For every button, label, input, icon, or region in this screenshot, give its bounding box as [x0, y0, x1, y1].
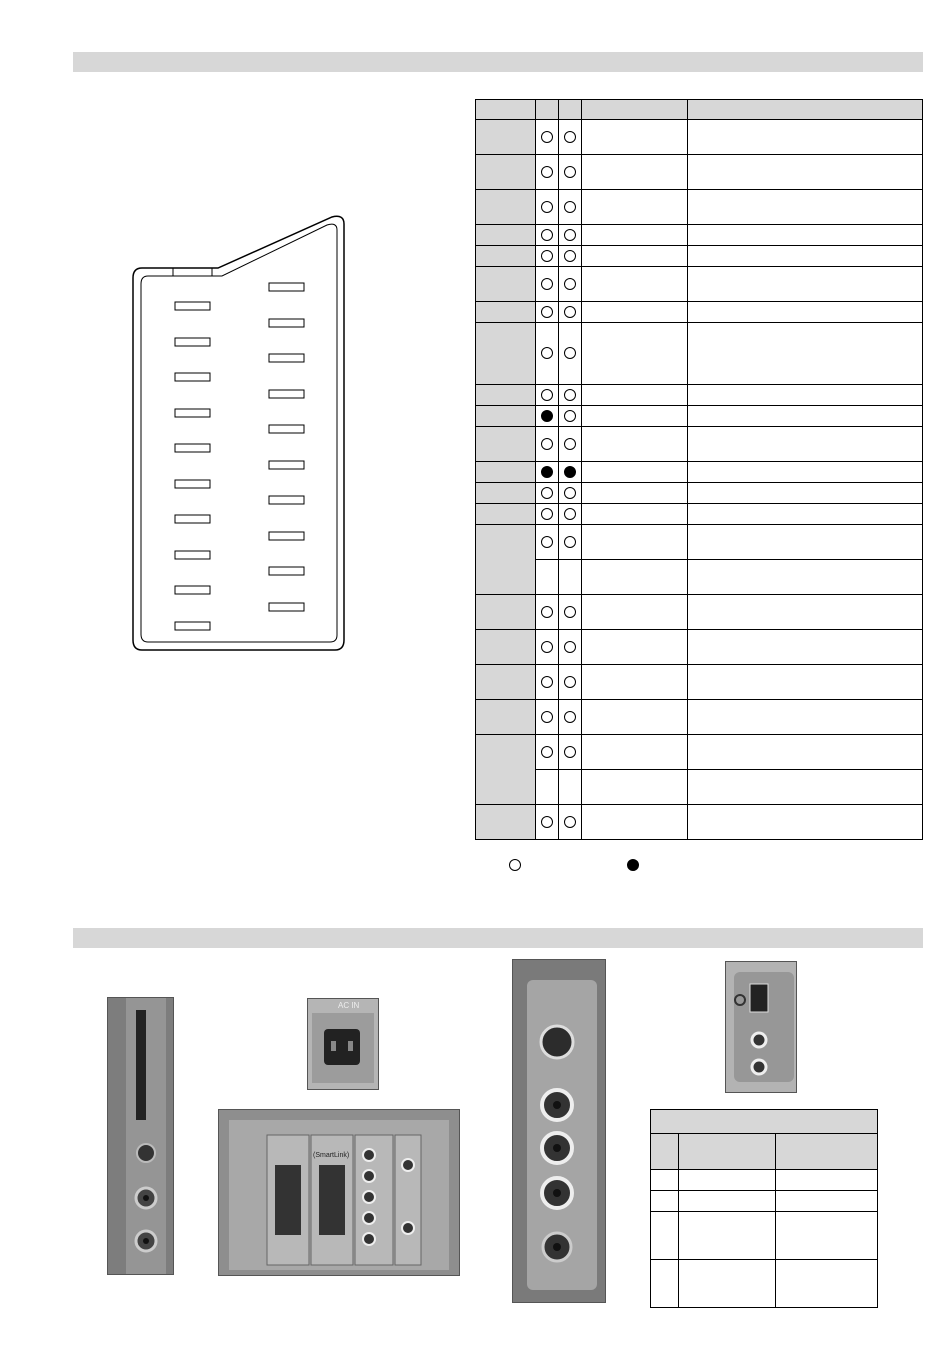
scart-outline-inner [141, 224, 337, 642]
table-row [651, 1170, 878, 1191]
pin-symbol [541, 389, 553, 401]
pin-symbol [564, 306, 576, 318]
pin-symbol [564, 606, 576, 618]
pin-symbol [541, 347, 553, 359]
section-header-bar-scart [73, 52, 923, 72]
pin-symbol [564, 131, 576, 143]
table-row [476, 427, 923, 462]
table-row [476, 700, 923, 735]
section-header-bar-connections [73, 928, 923, 948]
open-circle-icon [509, 859, 521, 871]
pin-symbol [564, 536, 576, 548]
table-row [476, 155, 923, 190]
table-row [476, 267, 923, 302]
pin-symbol [564, 746, 576, 758]
pin-symbol [564, 250, 576, 262]
rear-panel-photo [218, 1109, 460, 1276]
table-row [476, 406, 923, 427]
pin-symbol [541, 306, 553, 318]
pin-symbol [564, 347, 576, 359]
table-header-row [651, 1110, 878, 1134]
pin-symbol [541, 606, 553, 618]
pin-symbol [564, 816, 576, 828]
pin-symbol [541, 166, 553, 178]
table-row [476, 595, 923, 630]
smartlink-label: (SmartLink) [313, 1152, 350, 1159]
table-row [651, 1260, 878, 1308]
side-av-photo [512, 959, 606, 1303]
table-row [476, 302, 923, 323]
pin-symbol [564, 711, 576, 723]
table-row [476, 805, 923, 840]
pin-symbol [564, 676, 576, 688]
pin-symbol [541, 201, 553, 213]
pin-symbol [564, 278, 576, 290]
hdmi-signal-table [650, 1109, 878, 1308]
scart-pin-table [475, 99, 923, 840]
pin-symbol [541, 816, 553, 828]
table-row [476, 323, 923, 385]
pin-symbol [541, 746, 553, 758]
pin-symbol [564, 508, 576, 520]
legend-open [509, 859, 521, 871]
table-row [476, 665, 923, 700]
pin-symbol-filled [541, 410, 553, 422]
table-row [476, 560, 923, 595]
pin-symbol [541, 250, 553, 262]
pin-symbol [541, 711, 553, 723]
pin-symbol [541, 278, 553, 290]
hdmi-panel-photo [725, 961, 797, 1093]
table-row [476, 525, 923, 560]
pin-symbol [541, 536, 553, 548]
pin-symbol [564, 201, 576, 213]
pin-symbol [564, 389, 576, 401]
scart-pins-left [175, 302, 210, 630]
scart-connector-diagram [130, 210, 350, 655]
table-subheader-row [651, 1134, 878, 1170]
pin-symbol [564, 229, 576, 241]
pin-symbol [541, 508, 553, 520]
pin-symbol [541, 641, 553, 653]
table-row [476, 246, 923, 267]
pin-symbol [564, 166, 576, 178]
scart-outline-outer [133, 216, 344, 650]
table-row [476, 190, 923, 225]
table-row [476, 735, 923, 770]
pin-symbol [564, 410, 576, 422]
pin-symbol [564, 487, 576, 499]
pin-symbol-filled [564, 466, 576, 478]
table-row [651, 1191, 878, 1212]
legend-filled [627, 859, 639, 871]
pin-symbol [541, 131, 553, 143]
table-row [476, 120, 923, 155]
table-row [476, 462, 923, 483]
table-row [476, 770, 923, 805]
scart-pins-right [269, 283, 304, 611]
ac-in-photo [307, 998, 379, 1090]
ac-in-label: AC IN [338, 1001, 360, 1010]
filled-circle-icon [627, 859, 639, 871]
table-row [476, 225, 923, 246]
pin-symbol [564, 641, 576, 653]
pin-symbol-filled [541, 466, 553, 478]
table-row [476, 630, 923, 665]
table-row [476, 385, 923, 406]
pin-symbol [541, 229, 553, 241]
table-row [651, 1212, 878, 1260]
pin-symbol [541, 438, 553, 450]
pin-symbol [564, 438, 576, 450]
table-row [476, 504, 923, 525]
pin-symbol [541, 676, 553, 688]
side-panel-photo [107, 997, 174, 1275]
table-header-row [476, 100, 923, 120]
table-row [476, 483, 923, 504]
pin-symbol [541, 487, 553, 499]
